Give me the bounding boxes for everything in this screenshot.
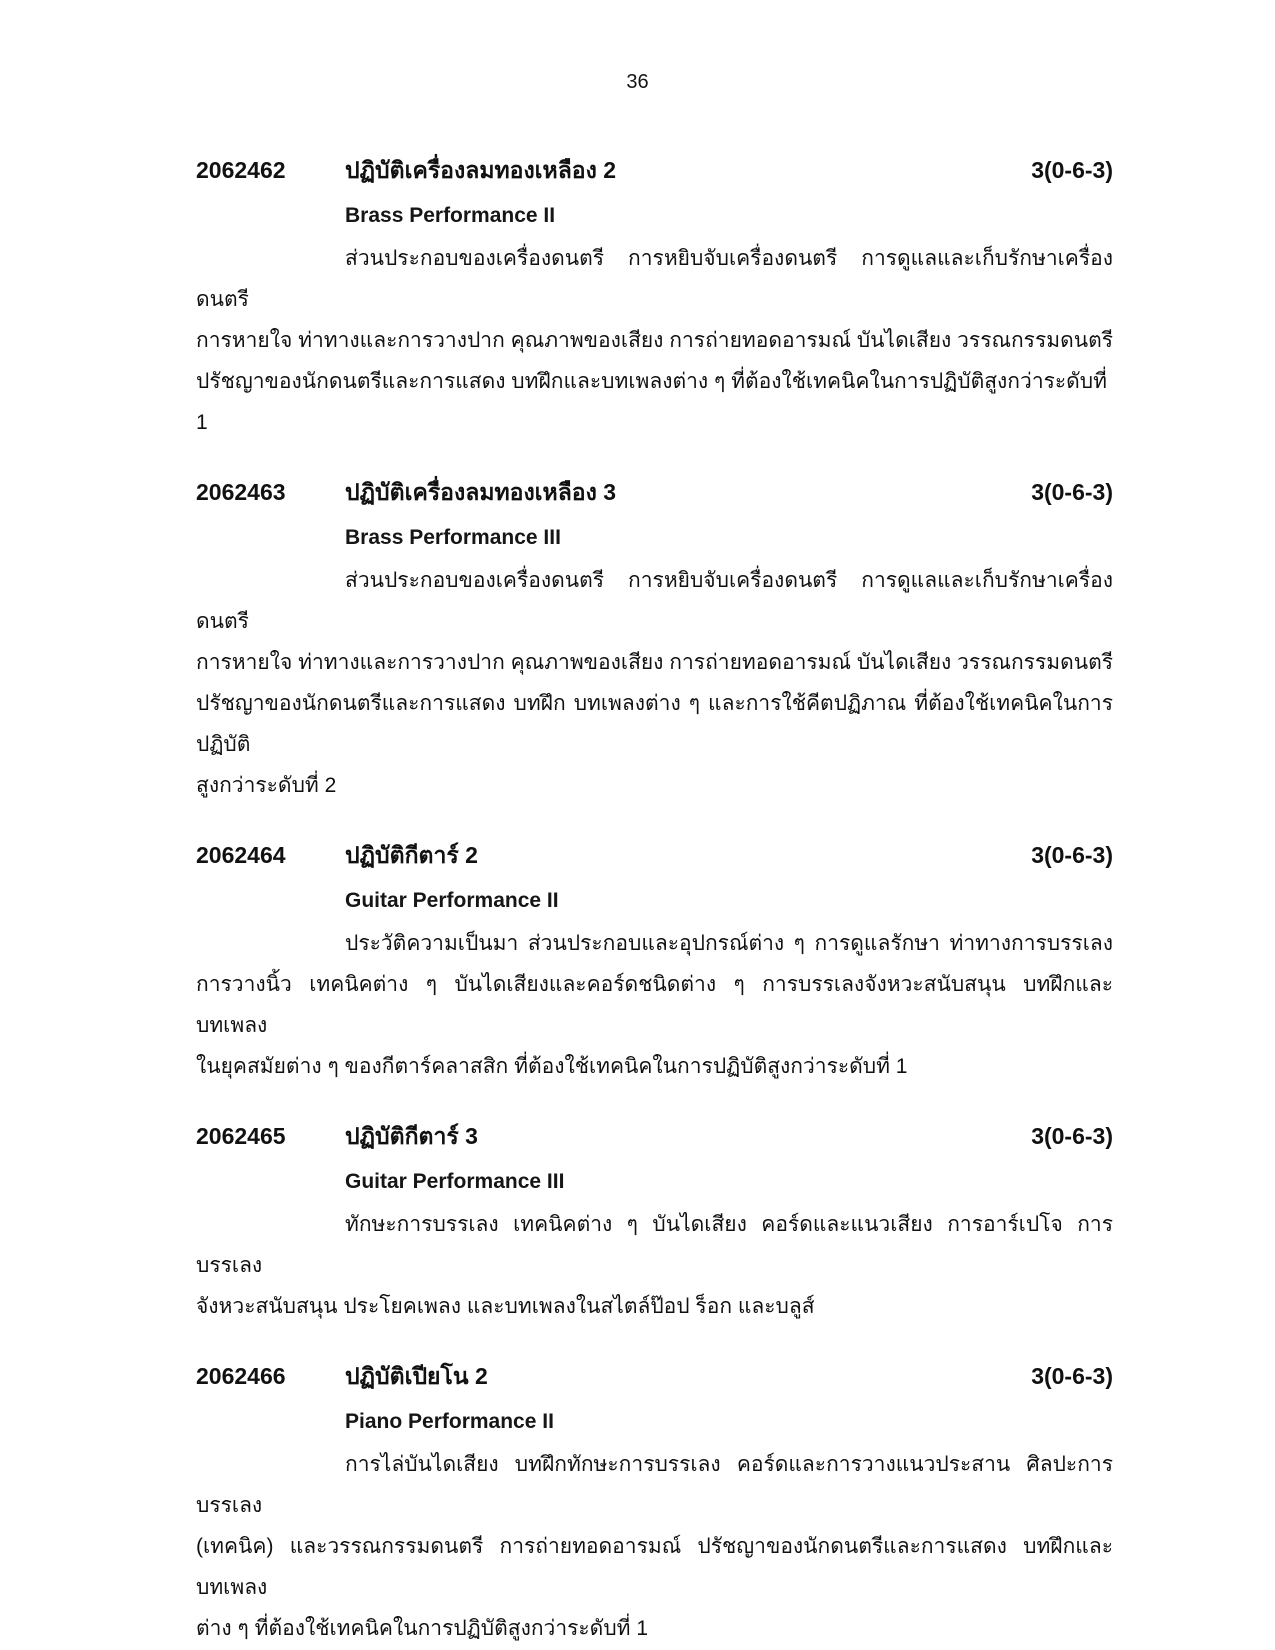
course-section [196, 1114, 1113, 1327]
course-title-english: Piano Performance II [345, 1410, 554, 1433]
course-section [196, 1354, 1113, 1649]
description-line: ปรัชญาของนักดนตรีและการแสดง บทฝึกและบทเพลงต่าง ๆ ที่ต้องใช้เทคนิคในการปฏิบัติสูงกว่าระดับที่ 1 [196, 370, 1107, 434]
course-title-english: Guitar Performance II [345, 889, 559, 912]
description-line: ทักษะการบรรเลง เทคนิคต่าง ๆ บันไดเสียง คอร์ดและแนวเสียง การอาร์เปโจ การบรรเลง [196, 1213, 1113, 1277]
course-title-thai: ปฏิบัติเครื่องลมทองเหลือง 2 [345, 157, 617, 183]
description-line: สูงกว่าระดับที่ 2 [196, 774, 337, 797]
description-line: ปรัชญาของนักดนตรีและการแสดง บทฝึก บทเพลงต่าง ๆ และการใช้คีตปฏิภาณ ที่ต้องใช้เทคนิคในการปฏิบัติ [196, 692, 1113, 756]
course-description [196, 923, 1113, 1087]
course-title-thai: ปฏิบัติเปียโน 2 [345, 1363, 488, 1389]
page-number: 36 [626, 71, 649, 93]
course-title-english: Guitar Performance III [345, 1170, 565, 1193]
course-header [196, 470, 1113, 515]
course-header [196, 148, 1113, 193]
description-line: การไล่บันไดเสียง บทฝึกทักษะการบรรเลง คอร์ดและการวางแนวประสาน ศิลปะการบรรเลง [196, 1453, 1113, 1517]
course-list [196, 148, 1113, 1649]
description-line: ในยุคสมัยต่าง ๆ ของกีตาร์คลาสสิก ที่ต้องใช้เทคนิคในการปฏิบัติสูงกว่าระดับที่ 1 [196, 1055, 908, 1078]
course-code: 2062466 [196, 1363, 286, 1389]
description-line: การหายใจ ท่าทางและการวางปาก คุณภาพของเสียง การถ่ายทอดอารมณ์ บันไดเสียง วรรณกรรมดนตรี [196, 651, 1113, 674]
description-line: (เทคนิค) และวรรณกรรมดนตรี การถ่ายทอดอารมณ์ ปรัชญาของนักดนตรีและการแสดง บทฝึกและบทเพลง [196, 1535, 1113, 1599]
course-title-thai: ปฏิบัติกีตาร์ 2 [345, 842, 478, 868]
course-header [196, 1114, 1113, 1159]
course-credits: 3(0-6-3) [1031, 157, 1113, 183]
description-line: จังหวะสนับสนุน ประโยคเพลง และบทเพลงในสไตล์ป๊อป ร็อก และบลูส์ [196, 1295, 815, 1318]
description-line: การวางนิ้ว เทคนิคต่าง ๆ บันไดเสียงและคอร์ดชนิดต่าง ๆ การบรรเลงจังหวะสนับสนุน บทฝึกและบทเพลง [196, 973, 1113, 1037]
course-description [196, 1204, 1113, 1327]
course-title-thai: ปฏิบัติกีตาร์ 3 [345, 1123, 478, 1149]
course-description [196, 1444, 1113, 1649]
description-line: ประวัติความเป็นมา ส่วนประกอบและอุปกรณ์ต่าง ๆ การดูแลรักษา ท่าทางการบรรเลง [345, 932, 1113, 955]
description-line: ต่าง ๆ ที่ต้องใช้เทคนิคในการปฏิบัติสูงกว่าระดับที่ 1 [196, 1617, 649, 1640]
course-credits: 3(0-6-3) [1031, 1123, 1113, 1149]
course-code: 2062465 [196, 1123, 286, 1149]
description-line: ส่วนประกอบของเครื่องดนตรี การหยิบจับเครื่องดนตรี การดูแลและเก็บรักษาเครื่องดนตรี [196, 247, 1113, 311]
course-credits: 3(0-6-3) [1031, 842, 1113, 868]
course-title-thai: ปฏิบัติเครื่องลมทองเหลือง 3 [345, 479, 617, 505]
course-header [196, 1354, 1113, 1399]
course-code: 2062462 [196, 157, 286, 183]
description-line: การหายใจ ท่าทางและการวางปาก คุณภาพของเสียง การถ่ายทอดอารมณ์ บันไดเสียง วรรณกรรมดนตรี [196, 329, 1113, 352]
course-title-english: Brass Performance III [345, 526, 561, 549]
course-header [196, 833, 1113, 878]
course-section [196, 148, 1113, 443]
course-section [196, 470, 1113, 806]
course-credits: 3(0-6-3) [1031, 1363, 1113, 1389]
course-description [196, 560, 1113, 806]
course-code: 2062464 [196, 842, 286, 868]
course-section [196, 833, 1113, 1087]
description-line: ส่วนประกอบของเครื่องดนตรี การหยิบจับเครื่องดนตรี การดูแลและเก็บรักษาเครื่องดนตรี [196, 569, 1113, 633]
course-title-english: Brass Performance II [345, 204, 556, 227]
course-credits: 3(0-6-3) [1031, 479, 1113, 505]
course-description [196, 238, 1113, 443]
course-code: 2062463 [196, 479, 286, 505]
